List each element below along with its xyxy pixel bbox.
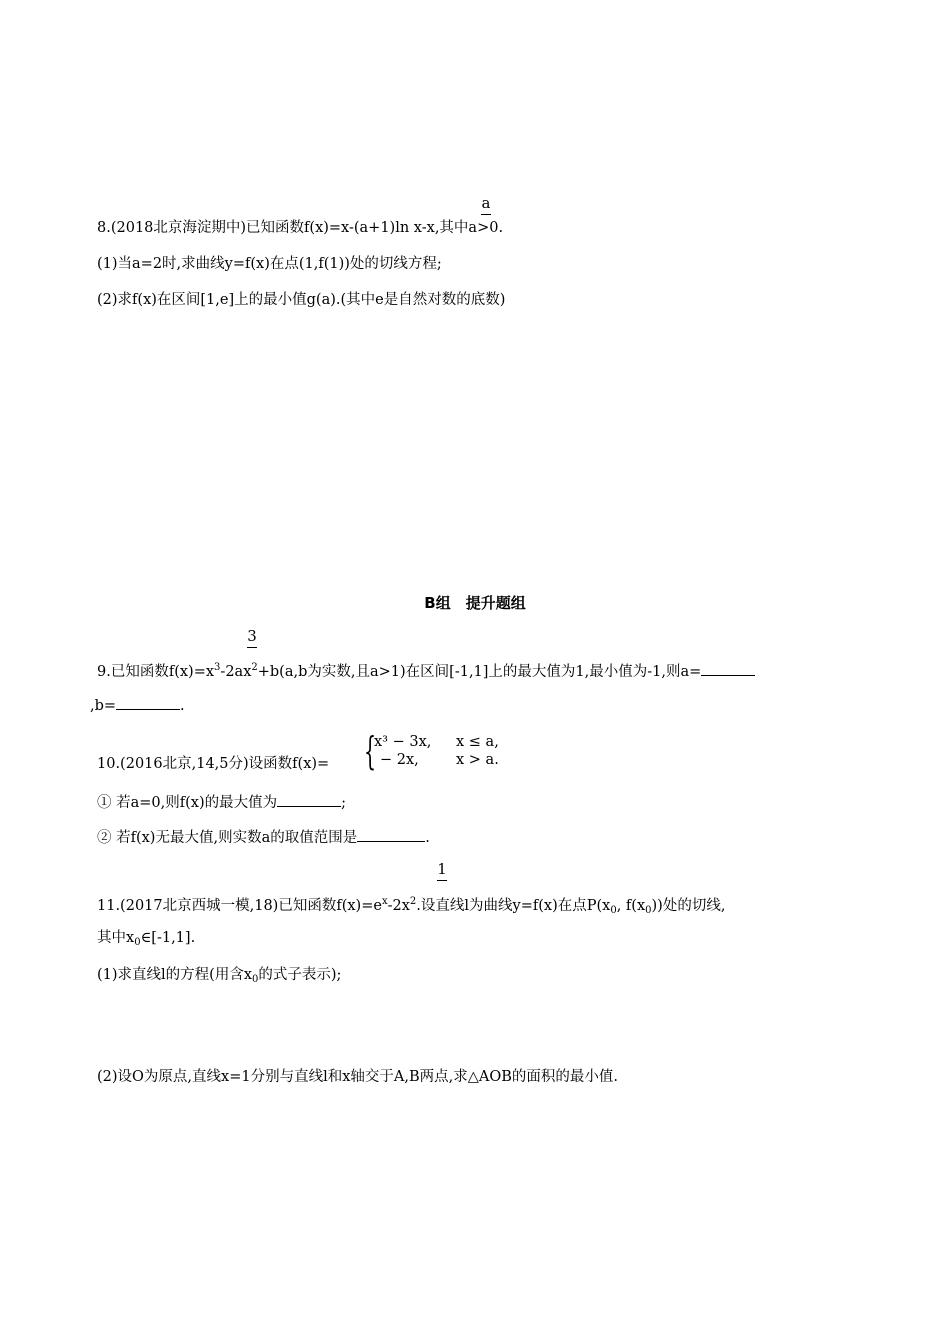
q11-line2: 其中$x_0\in[-1,1]$. <box>97 930 196 948</box>
q11-fraction-numerator: 1 <box>434 860 450 881</box>
q9-fraction-numerator: 3 <box>244 627 260 648</box>
q11-part2: (2)设O为原点,直线x=1分别与直线l和x轴交于A,B两点,求△AOB的面积的最小值. <box>97 1069 619 1085</box>
q11-part1: (1)求直线l的方程(用含$x_0$的式子表示); <box>97 967 342 985</box>
q10-case2-cond: x > a. <box>456 752 499 768</box>
q9-answer-blank-a[interactable] <box>701 661 755 676</box>
q10-case1-expr: x³ − 3x, <box>374 734 432 750</box>
q10-statement: 10.(2016北京,14,5分)设函数f(x)= <box>97 756 330 772</box>
q10-answer-blank-1[interactable] <box>277 792 341 807</box>
q11-statement: 11.(2017北京西城一模,18)已知函数$f(x)=e^x-2x^2$.设直线l为曲线y=f(x)在点$P(x_0$, $f(x_0)$)处的切线, <box>97 896 726 916</box>
q10-answer-blank-2[interactable] <box>357 827 425 842</box>
q9-answer-blank-b[interactable] <box>116 695 180 710</box>
q8-part2: (2)求f(x)在区间[1,e]上的最小值g(a).(其中e是自然对数的底数) <box>97 292 506 308</box>
q10-part2: ② 若f(x)无最大值,则实数a的取值范围是 . <box>97 827 430 847</box>
q10-brace: { <box>364 729 377 773</box>
q10-case1-cond: x ≤ a, <box>456 734 499 750</box>
q9-statement: 9.已知函数$f(x)=x^3-2ax^2+b(a,b$为实数,且a>1)在区间[-1,1]上的最大值为1,最小值为-1,则a= <box>97 659 755 681</box>
section-heading: B组 提升题组 <box>424 594 526 612</box>
q9-line2: ,b= . <box>90 695 185 715</box>
q8-part1: (1)当a=2时,求曲线y=f(x)在点(1,f(1))处的切线方程; <box>97 256 442 272</box>
q8-statement: 8.(2018北京海淀期中)已知函数f(x)=x-(a+1)ln x-x,其中a>0. <box>97 220 504 236</box>
q8-fraction-numerator: a <box>478 194 494 215</box>
q10-case2-expr: − 2x, <box>380 752 419 768</box>
q10-part1: ① 若a=0,则f(x)的最大值为 ; <box>97 792 346 812</box>
